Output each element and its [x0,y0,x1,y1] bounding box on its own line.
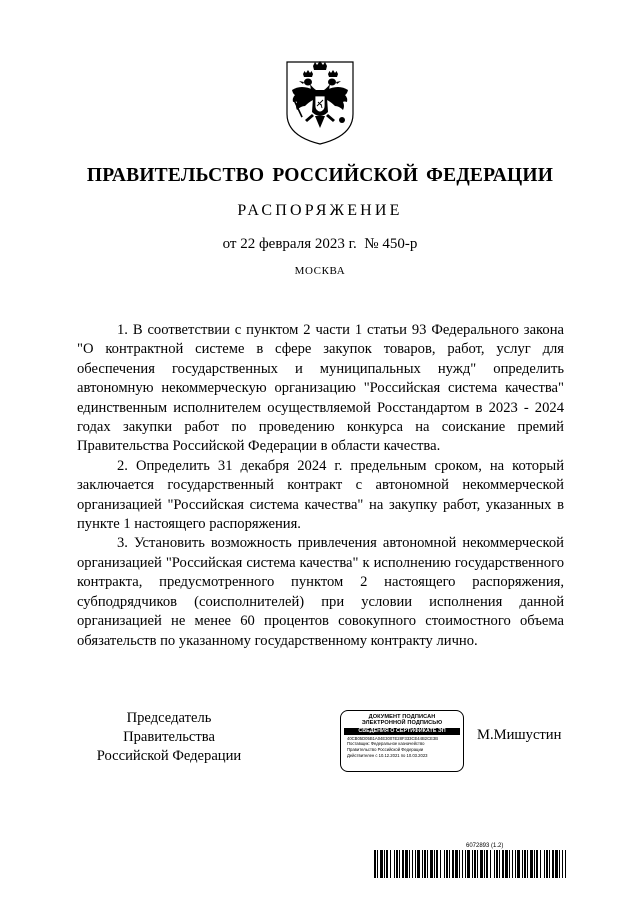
document-type: РАСПОРЯЖЕНИЕ [237,202,403,219]
coat-of-arms-emblem [283,54,357,146]
stamp-certificate-header: СВЕДЕНИЯ О СЕРТИФИКАТЕ ЭП [344,728,460,735]
barcode [374,850,566,878]
stamp-issuer: Поставщик: Федеральное казначейство [347,741,425,747]
barcode-number: 6072893 (1.2) [466,843,504,849]
government-title: ПРАВИТЕЛЬСТВО РОССИЙСКОЙ ФЕДЕРАЦИИ [86,165,554,186]
stamp-line1: ДОКУМЕНТ ПОДПИСАН [368,714,436,720]
paragraph-1: 1. В соответствии с пунктом 2 части 1 статьи 93 Федерального закона "О контрактной системе в сфере закупок товаров, работ, услуг для обеспечения государственных и муниципальных нужд" определить автономную некоммерческую организацию "Российская система качества" единственным исполнителем осуществляемой Росстандартом в 2023 - 2024 годах закупки работ по проведению конкурса на соискание премий Правительства Российской Федерации в области качества. [77,322,564,455]
stamp-serial: 40CB05D05B1A04E3007E28F333CE44B2CE3B [347,735,439,741]
signer-name: М.Мишустин [477,727,562,743]
signer-position [79,709,259,766]
document-body [77,321,564,651]
signer-position-line2: Российской Федерации [96,748,242,764]
stamp-owner: Правительство Российской Федерации [347,747,424,752]
paragraph-3: 3. Установить возможность привлечения автономной некоммерческой организацией "Российская система качества" к исполнению государственного контракта, предусмотренного пунктом 2 настоящего распоряжения, субподрядчиков (соисполнителей) при условии исполнения данной организацией не менее 60 процентов совокупного стоимостного объема обязательств по указанному государственному контракту лично. [77,535,564,649]
document-date-number: от 22 февраля 2023 г. № 450-р [222,236,418,252]
document-city: МОСКВА [294,265,346,277]
signer-position-line1: Председатель Правительства [123,710,215,745]
stamp-line2: ЭЛЕКТРОННОЙ ПОДПИСЬЮ [361,720,443,727]
stamp-validity: Действителен с 10.12.2021 по 10.03.2023 [347,752,428,758]
paragraph-2: 2. Определить 31 декабря 2024 г. предельным сроком, на который заключается государственный контракт с автономной некоммерческой организацией "Российская система качества" на закупку работ, указанных в пункте 1 настоящего распоряжения. [77,457,564,533]
electronic-signature-stamp [340,710,464,772]
